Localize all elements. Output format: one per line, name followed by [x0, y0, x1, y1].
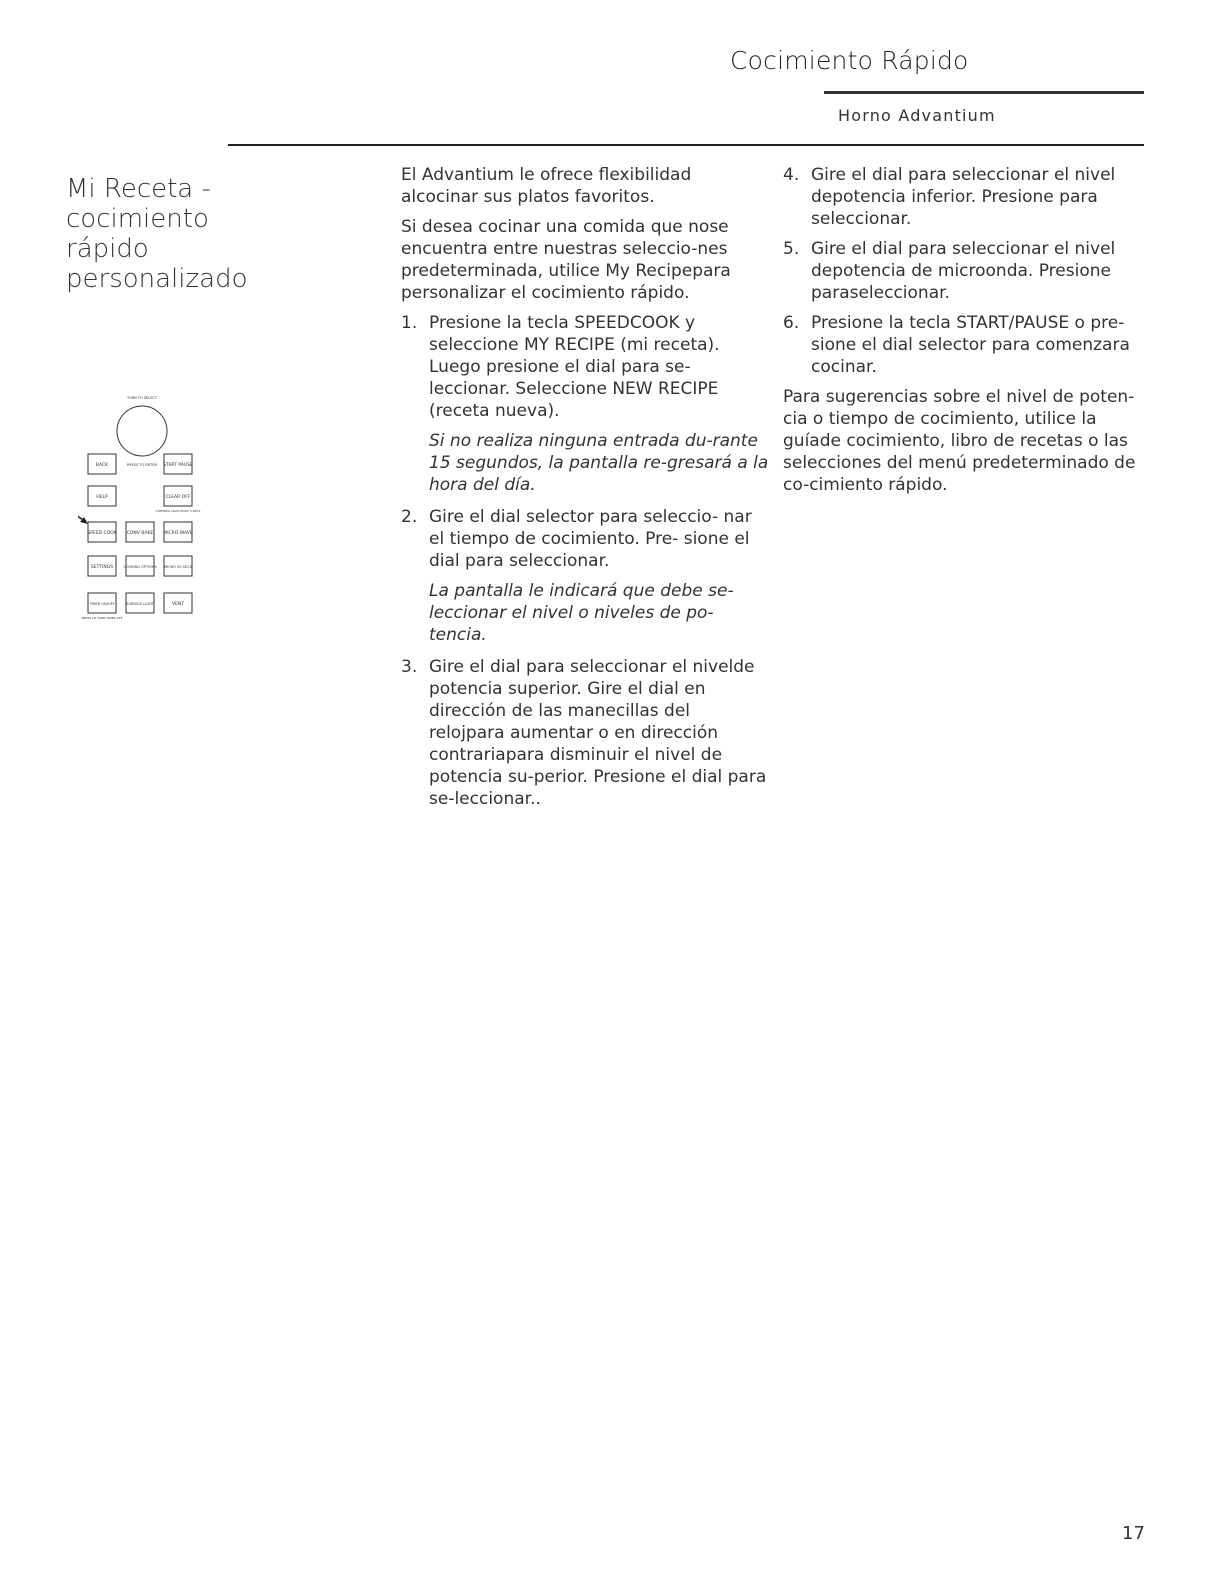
microwave-label: MICRO WAVE	[163, 531, 193, 536]
cooking-options-button	[123, 556, 157, 576]
page-header-title: Cocimiento Rápido	[730, 46, 969, 75]
vent-label: VENT	[171, 602, 185, 607]
step-item	[783, 164, 1145, 230]
step-number: 3.	[401, 657, 418, 677]
control-lock-note: CONTROL LOCK HOLD 3 SECS	[155, 509, 201, 513]
conv-bake-label: CONV BAKE	[126, 531, 154, 536]
timer-on-off-button	[88, 593, 116, 613]
selector-dial-icon	[117, 406, 167, 456]
step-text: Gire el dial para seleccionar el nivel depotencia inferior. Presione para seleccionar.	[811, 165, 1116, 229]
speed-cook-button	[87, 522, 117, 542]
intro-paragraph-2: Si desea cocinar una comida que nose encuentra entre nuestras seleccio-nes predeterminada, utilice My Recipepara personalizar el cocimiento rápido.	[401, 217, 731, 303]
micro-30-secs-button	[164, 556, 193, 576]
closing-paragraph: Para sugerencias sobre el nivel de poten-cia o tiempo de cocimiento, utilice la guíade cocimiento, libro de recetas o las selecciones del menú predeterminado de co-cimiento rápido.	[783, 387, 1136, 495]
step-item	[783, 312, 1145, 378]
step-text: Gire el dial selector para seleccio- nar el tiempo de cocimiento. Pre- sione el dial para seleccionar.	[429, 507, 752, 571]
cooking-options-label: COOKING OPTIONS	[123, 565, 157, 569]
step-note: Si no realiza ninguna entrada du-rante 15 segundos, la pantalla re-gresará a la hora del día.	[429, 431, 769, 495]
clear-off-button	[164, 486, 192, 506]
section-title: Mi Receta -cocimiento rápido personalizado	[66, 174, 248, 294]
conv-bake-button	[126, 522, 154, 542]
back-label: BACK	[95, 463, 109, 468]
step-number: 2.	[401, 507, 418, 527]
clear-off-label: CLEAR OFF	[165, 495, 191, 500]
step-item	[401, 656, 769, 810]
timer-note: PRESS TO TURN TIMER OFF	[81, 616, 123, 620]
micro-30-secs-label: MICRO 30 SECS	[164, 565, 192, 569]
step-text: Presione la tecla SPEEDCOOK y seleccione MY RECIPE (mi receta). Luego presione el dial para se-leccionar. Seleccione NEW RECIPE (receta nueva).	[429, 313, 720, 421]
settings-label: SETTINGS	[90, 565, 114, 570]
help-button	[88, 486, 116, 506]
surface-light-button	[126, 593, 155, 613]
step-number: 4.	[783, 165, 800, 185]
dial-top-label: TURN TO SELECT	[126, 396, 158, 400]
surface-light-label: SURFACE LIGHT	[126, 602, 154, 606]
speed-cook-label: SPEED COOK	[87, 531, 117, 536]
section-divider	[228, 144, 1144, 146]
step-item	[783, 238, 1145, 304]
start-pause-label: START PAUSE	[163, 463, 193, 468]
vent-button	[164, 593, 192, 613]
step-text: Presione la tecla START/PAUSE o pre-sione el dial selector para comenzara cocinar.	[811, 313, 1130, 377]
page-header-subtitle: Horno Advantium	[838, 106, 996, 125]
help-label: HELP	[96, 495, 108, 500]
step-item	[401, 506, 769, 572]
page-number: 17	[1122, 1523, 1145, 1544]
instructions-column-right	[783, 164, 1145, 504]
microwave-button	[163, 522, 193, 542]
instructions-column-left	[401, 164, 769, 818]
back-button	[88, 454, 116, 474]
step-number: 5.	[783, 239, 800, 259]
header-rule	[824, 91, 1144, 94]
step-item	[401, 312, 769, 422]
step-number: 1.	[401, 313, 418, 333]
intro-paragraph-1: El Advantium le ofrece flexibilidad alcocinar sus platos favoritos.	[401, 165, 692, 207]
control-panel-illustration	[78, 386, 208, 636]
timer-on-off-label: TIMER ON/OFF	[89, 602, 115, 606]
dial-bottom-label: PRESS TO ENTER	[127, 463, 157, 467]
start-pause-button	[163, 454, 193, 474]
step-number: 6.	[783, 313, 800, 333]
step-text: Gire el dial para seleccionar el nivelde potencia superior. Gire el dial en dirección de las manecillas del relojpara aumentar o en dirección contrariapara disminuir el nivel de potencia su-perior. Presione el dial para se-leccionar..	[429, 657, 767, 809]
settings-button	[88, 556, 116, 576]
step-note: La pantalla le indicará que debe se-leccionar el nivel o niveles de po-tencia.	[429, 581, 734, 645]
step-text: Gire el dial para seleccionar el nivel depotencia de microonda. Presione paraseleccionar.	[811, 239, 1116, 303]
